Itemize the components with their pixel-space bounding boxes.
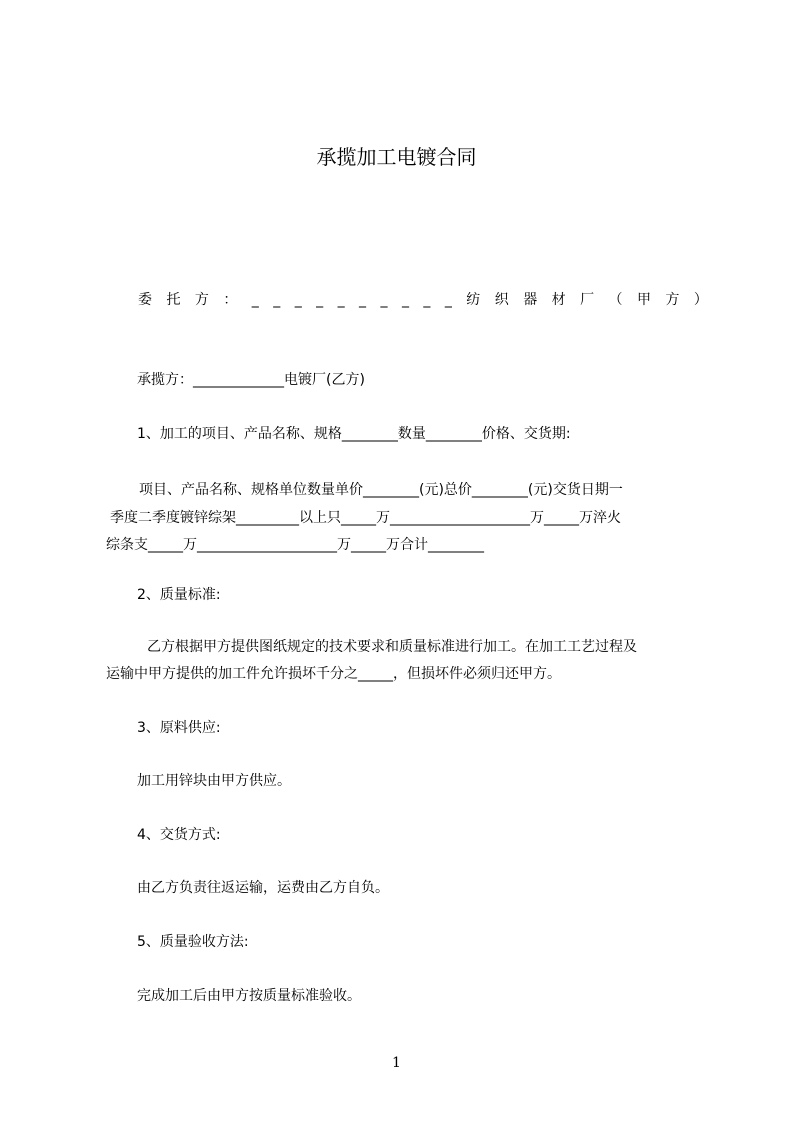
clause-1-body-line-1: 项目、产品名称、规格单位数量单价________(元)总价________(元)交货日期一 (139, 482, 623, 498)
clause-1-heading: 1、加工的项目、产品名称、规格________数量________价格、交货期: (137, 426, 571, 442)
clause-2-body-line-2: 运输中甲方提供的加工件允许损坏千分之_____，但损坏件必须归还甲方。 (106, 666, 561, 682)
clause-1-body-line-3: 综条支_____万____________________万_____万合计________ (106, 537, 484, 553)
clause-5-body: 完成加工后由甲方按质量标准验收。 (137, 988, 361, 1004)
clause-5-heading: 5、质量验收方法: (137, 934, 249, 950)
clause-2-body-line-1: 乙方根据甲方提供图纸规定的技术要求和质量标准进行加工。在加工工艺过程及 (147, 639, 637, 655)
clause-3-body: 加工用锌块由甲方供应。 (137, 773, 291, 789)
clause-4-heading: 4、交货方式: (137, 827, 221, 843)
party-b-line: 承揽方：_____________电镀厂(乙方) (137, 372, 365, 388)
party-a-line: 委 托 方 ： _ _ _ _ _ _ _ _ _ _ 纺 织 器 材 厂 （ 甲 方 ） (138, 292, 709, 308)
clause-1-body-line-2: 季度二季度镀锌综架_________以上只_____万____________________万_____万淬火 (110, 510, 621, 526)
clause-4-body: 由乙方负责往返运输，运费由乙方自负。 (137, 880, 389, 896)
document-title: 承揽加工电镀合同 (316, 145, 477, 169)
clause-2-heading: 2、质量标准: (137, 587, 221, 603)
clause-3-heading: 3、原料供应: (137, 720, 221, 736)
page-number: 1 (392, 1055, 401, 1071)
